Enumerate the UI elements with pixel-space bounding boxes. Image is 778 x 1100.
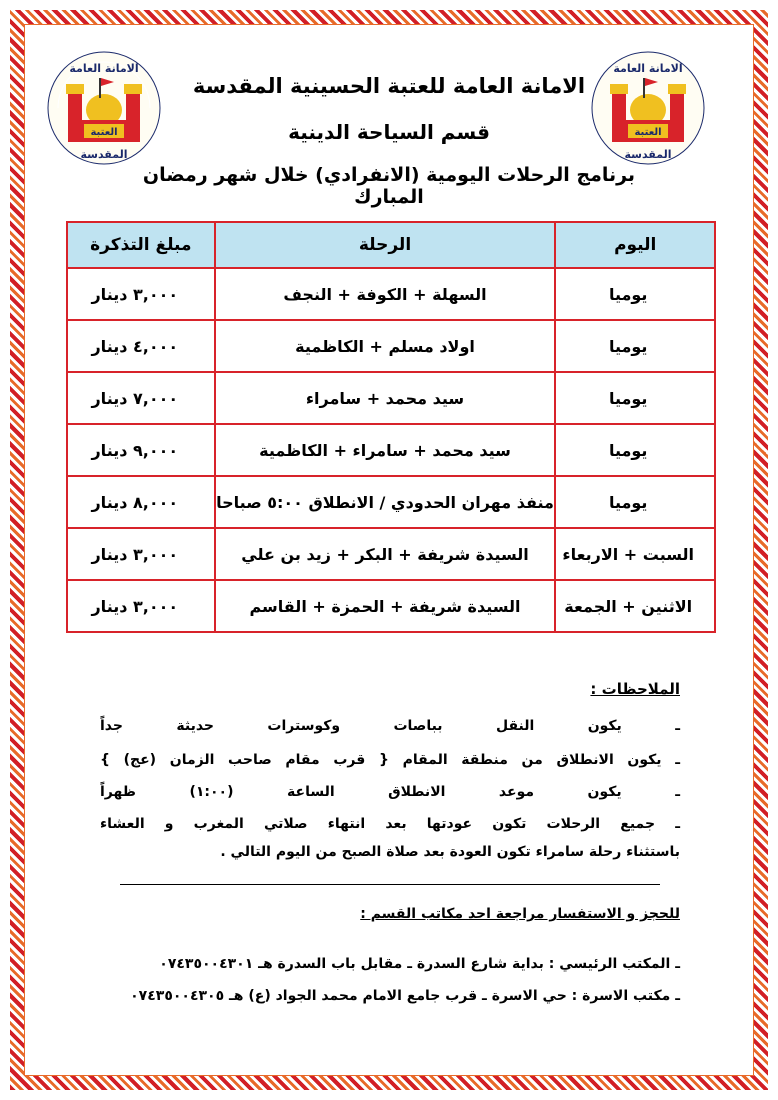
header-trip: الرحلة — [215, 222, 556, 268]
table-row — [67, 476, 715, 528]
cell-trip: سيد محمد + سامراء + الكاظمية — [215, 424, 556, 476]
header-day: اليوم — [555, 222, 715, 268]
trips-table — [66, 221, 716, 633]
note-item: ـ جميع الرحلات تكون عودتها بعد انتهاء صلاتي المغرب و العشاء — [100, 816, 680, 832]
note-item: ـ يكون الانطلاق من منطقة المقام { قرب مقام صاحب الزمان (عج) } — [100, 752, 680, 768]
cell-price: ٧,٠٠٠ دينار — [67, 372, 215, 424]
svg-text:المقدسة: المقدسة — [624, 148, 672, 161]
shrine-logo-left — [44, 48, 164, 168]
shrine-logo-right — [588, 48, 708, 168]
cell-trip: سيد محمد + سامراء — [215, 372, 556, 424]
divider-line — [120, 884, 660, 885]
table-row — [67, 320, 715, 372]
cell-trip: السيدة شريفة + الحمزة + القاسم — [215, 580, 556, 632]
booking-title: للحجز و الاستفسار مراجعة احد مكاتب القسم : — [360, 906, 680, 922]
program-title: برنامج الرحلات اليومية (الانفرادي) خلال شهر رمضان المبارك — [142, 164, 636, 208]
cell-price: ٤,٠٠٠ دينار — [67, 320, 215, 372]
cell-day: يوميا — [555, 372, 715, 424]
table-row — [67, 424, 715, 476]
department-title: قسم السياحة الدينية — [288, 120, 490, 144]
note-item: ـ يكون النقل بباصات وكوسترات حديثة جداً — [100, 718, 680, 734]
cell-trip: منفذ مهران الحدودي / الانطلاق ٥:٠٠ صباحا — [215, 476, 556, 528]
cell-price: ٣,٠٠٠ دينار — [67, 528, 215, 580]
cell-day: السبت + الاربعاء — [555, 528, 715, 580]
svg-text:الامانة العامة: الامانة العامة — [69, 62, 139, 75]
header-price: مبلغ التذكرة — [67, 222, 215, 268]
cell-trip: السهلة + الكوفة + النجف — [215, 268, 556, 320]
cell-trip: السيدة شريفة + البكر + زيد بن علي — [215, 528, 556, 580]
table-row — [67, 528, 715, 580]
table-row — [67, 372, 715, 424]
office-main: ـ المكتب الرئيسي : بداية شارع السدرة ـ مقابل باب السدرة هـ ٠٧٤٣٥٠٠٤٣٠١ — [159, 956, 680, 972]
cell-price: ٩,٠٠٠ دينار — [67, 424, 215, 476]
note-item: باستثناء رحلة سامراء تكون العودة بعد صلاة الصبح من اليوم التالي . — [220, 844, 680, 860]
office-usra: ـ مكتب الاسرة : حي الاسرة ـ قرب جامع الامام محمد الجواد (ع) هـ ٠٧٤٣٥٠٠٤٣٠٥ — [130, 988, 680, 1004]
cell-price: ٣,٠٠٠ دينار — [67, 268, 215, 320]
svg-text:الامانة العامة: الامانة العامة — [613, 62, 683, 75]
table-row — [67, 268, 715, 320]
svg-text:العتبة: العتبة — [634, 127, 662, 138]
cell-day: يوميا — [555, 476, 715, 528]
svg-text:العتبة: العتبة — [90, 127, 118, 138]
svg-text:المقدسة: المقدسة — [80, 148, 128, 161]
org-title: الامانة العامة للعتبة الحسينية المقدسة — [192, 74, 586, 98]
cell-price: ٨,٠٠٠ دينار — [67, 476, 215, 528]
notes-title: الملاحظات : — [590, 680, 680, 698]
cell-day: يوميا — [555, 268, 715, 320]
note-item: ـ يكون موعد الانطلاق الساعة (١:٠٠) ظهراً — [100, 784, 680, 800]
cell-day: يوميا — [555, 424, 715, 476]
cell-day: يوميا — [555, 320, 715, 372]
table-row — [67, 580, 715, 632]
cell-price: ٣,٠٠٠ دينار — [67, 580, 215, 632]
cell-trip: اولاد مسلم + الكاظمية — [215, 320, 556, 372]
cell-day: الاثنين + الجمعة — [555, 580, 715, 632]
table-header-row — [67, 222, 715, 268]
